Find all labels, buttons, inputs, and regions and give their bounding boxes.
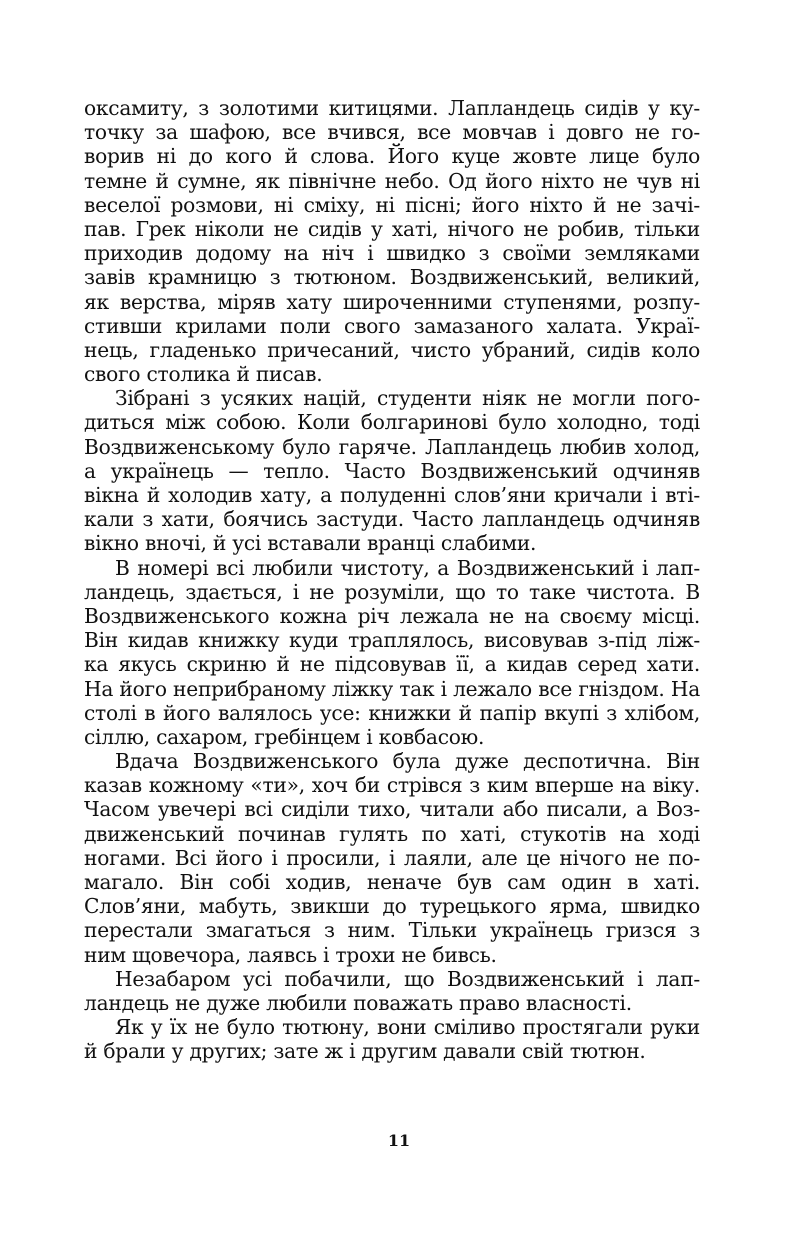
text-line: магало. Він собі ходив, неначе був сам один в хаті.: [84, 870, 700, 894]
text-line: Зібрані з усяких націй, студенти ніяк не могли пого-: [115, 386, 700, 411]
text-line: приходив додому на ніч і швидко з своїми земляками: [84, 241, 700, 266]
text-line: темне й сумне, як північне небо. Од його ніхто не чув ні: [84, 168, 700, 193]
text-line: пав. Грек ніколи не сидів у хаті, нічого не робив, тільки: [84, 216, 700, 241]
text-line: Воздвиженському було гаряче. Лапландець любив холод,: [84, 434, 700, 459]
text-line: Він кидав книжку куди траплялось, висовував з-під ліж-: [84, 628, 700, 653]
page-body-text: [84, 96, 700, 1064]
text-line: точку за шафою, все вчився, все мовчав і довго не го-: [84, 120, 700, 145]
text-line: вікна й холодив хату, а полуденні слов’яни кричали і вті-: [84, 483, 700, 507]
text-line: кали з хати, боячись застуди. Часто лапландець одчиняв: [84, 507, 700, 532]
text-line: й брали у других; зате ж і другим давали свій тютюн.: [84, 1039, 646, 1064]
text-line: движенський починав гулять по хаті, стукотів на ході: [84, 821, 700, 846]
text-line: нець, гладенько причесаний, чисто убраний, сидів коло: [84, 337, 700, 362]
page-number: 11: [387, 1131, 411, 1150]
text-line: сіллю, сахаром, гребінцем і ковбасою.: [84, 724, 485, 749]
text-line: як верства, міряв хату широченними ступенями, розпу-: [84, 289, 700, 314]
text-line: ландець, здається, і не розуміли, що то таке чистота. В: [84, 579, 700, 604]
text-line: свого столика й писав.: [84, 362, 323, 387]
text-line: веселої розмови, ні сміху, ні пісні; його ніхто й не зачі-: [84, 192, 700, 217]
text-line: оксамиту, з золотими китицями. Лапландець сидів у ку-: [84, 96, 700, 120]
text-line: Воздвиженського кожна річ лежала не на своєму місці.: [84, 603, 700, 628]
text-line: На його неприбраному ліжку так і лежало все гніздом. На: [84, 676, 700, 701]
text-line: В номері всі любили чистоту, а Воздвиженський і лап-: [115, 555, 700, 580]
text-line: вікно вночі, й усі вставали вранці слабими.: [84, 531, 537, 556]
text-line: столі в його валялось усе: книжки й папір вкупі з хлібом,: [84, 700, 700, 725]
text-line: Вдача Воздвиженського була дуже деспотична. Він: [115, 749, 700, 774]
text-line: ландець не дуже любили поважать право власності.: [84, 990, 632, 1015]
text-line: Часом увечері всі сиділи тихо, читали або писали, а Воз-: [84, 797, 700, 822]
text-line: перестали змагаться з ним. Тільки українець гризся з: [84, 918, 700, 943]
text-line: ним щовечора, лаявсь і трохи не бивсь.: [84, 942, 497, 967]
text-line: завів крамницю з тютюном. Воздвиженський, великий,: [84, 265, 700, 290]
text-line: а українець — тепло. Часто Воздвиженський одчиняв: [84, 458, 700, 483]
text-line: Слов’яни, мабуть, звикши до турецького ярма, швидко: [84, 894, 700, 919]
text-line: диться між собою. Коли болгаринові було холодно, тоді: [84, 410, 700, 435]
text-line: ногами. Всі його і просили, і лаяли, але це нічого не по-: [84, 845, 700, 870]
text-line: Незабаром усі побачили, що Воздвиженський і лап-: [115, 966, 700, 991]
text-line: Як у їх не було тютюну, вони сміливо простягали руки: [115, 1015, 700, 1040]
text-line: казав кожному «ти», хоч би стрівся з ким вперше на віку.: [84, 773, 700, 798]
text-line: ка якусь скриню й не підсовував її, а кидав серед хати.: [84, 652, 700, 677]
text-line: стивши крилами поли свого замазаного халата. Украї-: [84, 313, 700, 338]
text-line: ворив ні до кого й слова. Його куце жовте лице було: [84, 144, 700, 169]
